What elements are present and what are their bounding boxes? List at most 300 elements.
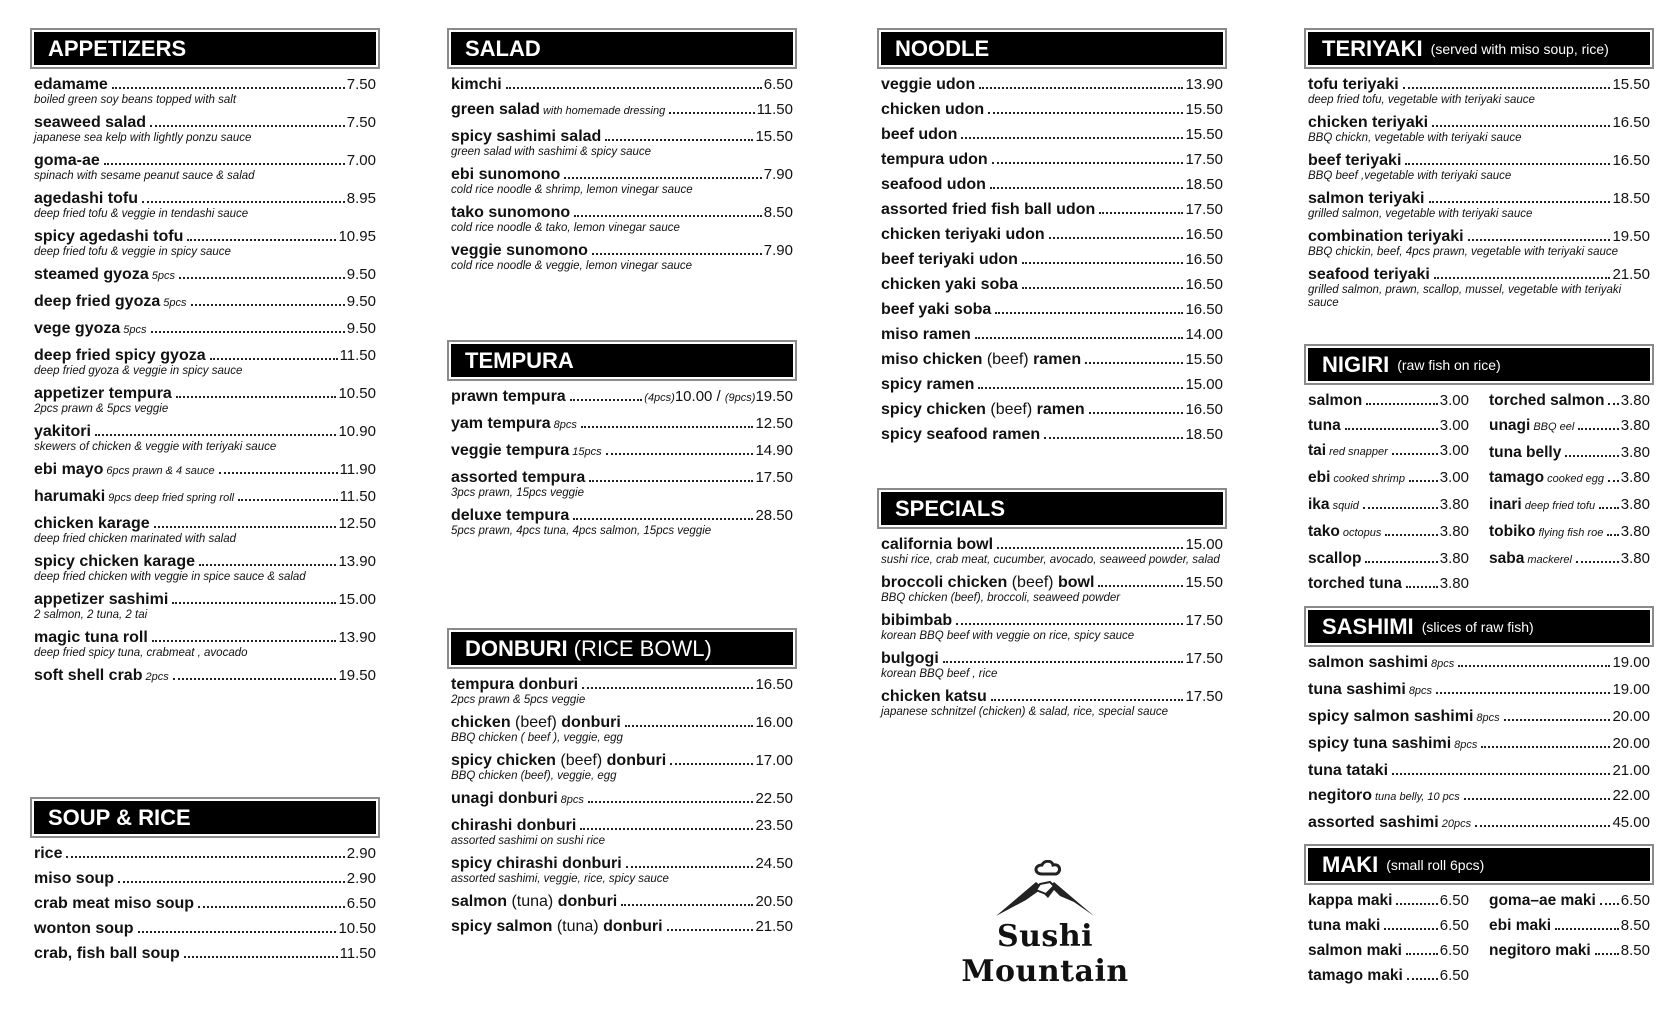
item-name-text: salmon teriyaki <box>1308 190 1425 207</box>
item-description: deep fried tofu & veggie in spicy sauce <box>34 246 231 258</box>
menu-item-line <box>881 100 1223 119</box>
menu-item <box>1489 468 1650 489</box>
menu-item <box>1308 734 1650 755</box>
item-name <box>1308 522 1340 541</box>
item-price <box>1185 300 1223 319</box>
item-name-text: tamago <box>1489 469 1545 486</box>
dot-leader <box>606 453 754 455</box>
item-name <box>1308 151 1401 170</box>
menu-item-line <box>881 175 1223 194</box>
menu-item <box>34 422 376 454</box>
item-name-text: inari <box>1489 496 1522 513</box>
item-price <box>1440 495 1469 514</box>
dot-leader <box>1403 87 1611 89</box>
menu-item <box>1308 265 1650 310</box>
item-price <box>1612 813 1650 832</box>
item-name-text: miso soup <box>34 870 115 887</box>
price-value: 16.50 <box>1185 276 1223 293</box>
item-name-text: edamame <box>34 76 108 93</box>
item-name <box>1308 265 1430 284</box>
dot-leader <box>1345 428 1438 430</box>
price-value: 24.50 <box>755 855 793 872</box>
menu-item-line <box>34 227 376 246</box>
item-name <box>1489 941 1591 960</box>
price-value: 8.50 <box>763 204 793 221</box>
dot-leader <box>580 828 753 830</box>
dot-leader <box>943 661 1184 663</box>
dot-leader <box>1405 163 1610 165</box>
price-value: 3.80 <box>1620 444 1650 461</box>
item-price <box>340 487 376 506</box>
item-note: BBQ eel <box>1533 421 1575 433</box>
price-value: 15.50 <box>1185 351 1223 368</box>
menu-item <box>881 535 1223 567</box>
dot-leader <box>574 215 762 217</box>
section-header <box>451 632 793 665</box>
item-price <box>644 387 793 408</box>
menu-item <box>451 165 793 197</box>
item-price <box>1440 468 1469 487</box>
two-column-list <box>1308 891 1650 991</box>
menu-item-line <box>1308 966 1469 985</box>
section-header <box>881 32 1223 65</box>
item-name-text: assorted tempura <box>451 469 586 486</box>
price-value: 21.00 <box>1612 762 1650 779</box>
item-price <box>755 917 793 936</box>
dot-leader <box>1578 428 1618 430</box>
item-name-text: tuna belly <box>1489 444 1562 461</box>
menu-list <box>451 75 793 273</box>
item-name <box>881 425 1040 444</box>
dot-leader <box>979 87 1183 89</box>
section-subtitle: (raw fish on rice) <box>1397 356 1501 373</box>
menu-item-line <box>34 869 376 888</box>
item-name-option: (beef) <box>510 714 562 731</box>
price-value: 7.00 <box>346 152 376 169</box>
menu-item <box>34 514 376 546</box>
section-subtitle: (small roll 6pcs) <box>1386 856 1485 873</box>
menu-item-line <box>451 892 793 911</box>
item-price <box>1185 573 1223 592</box>
menu-item <box>881 75 1223 94</box>
price-value: 28.50 <box>755 507 793 524</box>
menu-item-line <box>451 751 793 770</box>
item-name-text: tai <box>1308 442 1327 459</box>
menu-item-line <box>34 844 376 863</box>
section-header <box>34 801 376 834</box>
price-value: 17.50 <box>1185 688 1223 705</box>
item-price <box>338 514 376 533</box>
dot-leader <box>142 201 345 203</box>
dot-leader <box>1595 953 1619 955</box>
item-price <box>338 227 376 246</box>
item-description: japanese schnitzel (chicken) & salad, rice, special sauce <box>881 706 1169 718</box>
menu-item-line <box>1308 786 1650 807</box>
menu-item <box>881 425 1223 444</box>
item-name <box>451 100 540 119</box>
item-name-text: vege gyoza <box>34 320 121 337</box>
price-value: 10.50 <box>338 385 376 402</box>
dot-leader <box>1599 507 1619 509</box>
item-name-text: assorted fried fish ball udon <box>881 201 1096 218</box>
menu-list <box>1308 75 1650 310</box>
price-value: 9.50 <box>346 320 376 337</box>
price-value: 17.00 <box>755 752 793 769</box>
item-description: japanese sea kelp with lightly ponzu sauce <box>34 132 252 144</box>
item-name-text: yam tempura <box>451 415 551 432</box>
item-price <box>1612 761 1650 780</box>
item-price <box>1612 786 1650 805</box>
price-value: 3.00 <box>1439 392 1469 409</box>
dot-leader <box>1098 585 1183 587</box>
tempura-section <box>451 344 793 544</box>
item-name <box>1308 189 1425 208</box>
item-note: 8pcs <box>1476 712 1500 724</box>
item-note: tuna belly, 10 pcs <box>1375 791 1460 803</box>
item-price <box>1612 707 1650 726</box>
menu-item <box>1308 151 1650 183</box>
price-value: 6.50 <box>1620 892 1650 909</box>
item-description: deep fried tofu & veggie in tendashi sauce <box>34 208 249 220</box>
menu-item-line <box>451 816 793 835</box>
menu-item-line <box>451 203 793 222</box>
menu-item-line <box>881 75 1223 94</box>
item-name-text: salmon sashimi <box>1308 654 1429 671</box>
item-name-text: tuna maki <box>1308 917 1381 934</box>
menu-item <box>451 789 793 810</box>
menu-item-line <box>1308 265 1650 284</box>
menu-item-line <box>1489 941 1650 960</box>
item-description: deep fried chicken marinated with salad <box>34 533 237 545</box>
menu-item-line <box>881 350 1223 369</box>
item-name-text: torched tuna <box>1308 575 1402 592</box>
dot-leader <box>1407 978 1438 980</box>
menu-item-line <box>34 514 376 533</box>
item-price <box>755 854 793 873</box>
dot-leader <box>198 906 345 908</box>
item-price <box>1612 189 1650 208</box>
dot-leader <box>1022 287 1183 289</box>
two-column-list <box>1308 391 1650 599</box>
menu-item-line <box>881 125 1223 144</box>
teriyaki-section <box>1308 32 1650 316</box>
item-price <box>1440 549 1469 568</box>
item-name-text: tempura donburi <box>451 676 579 693</box>
item-price <box>1185 687 1223 706</box>
menu-list-left <box>1308 891 1469 991</box>
price-value: 11.50 <box>339 488 376 505</box>
item-name <box>34 319 120 338</box>
dot-leader <box>1385 534 1437 536</box>
item-name-text: beef teriyaki <box>1308 152 1402 169</box>
item-price <box>338 666 376 685</box>
dot-leader <box>1608 480 1619 482</box>
price-value: 3.80 <box>1620 469 1650 486</box>
menu-item-line <box>451 675 793 694</box>
menu-item <box>34 113 376 145</box>
item-name-text: chicken yaki soba <box>881 276 1018 293</box>
menu-item <box>881 350 1223 369</box>
item-name <box>881 225 1045 244</box>
menu-item-line <box>1308 151 1650 170</box>
menu-list-right <box>1489 891 1650 991</box>
section-title: SOUP & RICE <box>48 804 191 830</box>
item-price <box>1185 350 1223 369</box>
item-name <box>34 189 138 208</box>
dot-leader <box>1022 262 1184 264</box>
item-price <box>347 894 376 913</box>
menu-item-line <box>451 713 793 732</box>
item-price <box>347 151 376 170</box>
menu-item-line <box>34 113 376 132</box>
item-price <box>1185 225 1223 244</box>
item-price <box>1185 325 1223 344</box>
item-price <box>1185 175 1223 194</box>
item-name-text: combination teriyaki <box>1308 228 1464 245</box>
item-price <box>347 189 376 208</box>
menu-item <box>1308 113 1650 145</box>
item-price <box>338 552 376 571</box>
dot-leader <box>992 162 1184 164</box>
menu-item <box>881 573 1223 605</box>
item-name-text: spicy chicken <box>881 401 986 418</box>
item-name <box>34 844 62 863</box>
price-value: 12.50 <box>755 415 793 432</box>
item-price <box>1185 649 1223 668</box>
item-name-option: (beef) <box>982 351 1034 368</box>
menu-item <box>1489 495 1650 516</box>
price-value: 3.80 <box>1439 496 1469 513</box>
price-value: 6.50 <box>1439 892 1469 909</box>
dot-leader <box>173 678 337 680</box>
item-name-text: spicy ramen <box>881 376 975 393</box>
item-name-text: spicy tuna sashimi <box>1308 735 1452 752</box>
item-name <box>881 573 1094 592</box>
menu-item <box>881 250 1223 269</box>
item-price <box>1185 375 1223 394</box>
item-name <box>881 375 974 394</box>
price-value: 8.95 <box>346 190 376 207</box>
price-value: 3.80 <box>1620 496 1650 513</box>
item-price <box>1621 941 1650 960</box>
menu-item <box>451 441 793 462</box>
item-price <box>1621 416 1650 435</box>
item-name <box>451 165 560 184</box>
item-name-text: spicy sashimi salad <box>451 128 602 145</box>
menu-item <box>451 100 793 121</box>
menu-item <box>1308 966 1469 985</box>
menu-item <box>881 100 1223 119</box>
item-name-text: chicken <box>451 714 511 731</box>
item-name-text: ebi mayo <box>34 461 104 478</box>
item-name-text: tempura udon <box>881 151 988 168</box>
item-name-text: rice <box>34 845 63 862</box>
price-value: 16.50 <box>1185 301 1223 318</box>
item-name-text: crab meat miso soup <box>34 895 195 912</box>
menu-item-line <box>881 300 1223 319</box>
price-value: 19.50 <box>1612 228 1650 245</box>
item-name <box>451 75 502 94</box>
price-value: 16.50 <box>1612 114 1650 131</box>
donburi-section <box>451 632 793 942</box>
item-name <box>451 241 588 260</box>
menu-item-line <box>881 225 1223 244</box>
price-value: 6.50 <box>1439 967 1469 984</box>
item-name <box>34 894 194 913</box>
item-name <box>881 611 952 630</box>
item-name <box>451 203 570 222</box>
price-value: 3.00 <box>1439 469 1469 486</box>
item-note: 20pcs <box>1441 818 1472 830</box>
price-value: 15.00 <box>338 591 376 608</box>
item-name-text: chirashi donburi <box>451 817 577 834</box>
menu-item <box>881 175 1223 194</box>
item-name-text: spicy agedashi tofu <box>34 228 184 245</box>
menu-item-line <box>1308 941 1469 960</box>
item-name <box>34 869 114 888</box>
price-value: 17.50 <box>1185 151 1223 168</box>
item-price <box>755 816 793 835</box>
item-name-text: tuna sashimi <box>1308 681 1406 698</box>
item-price <box>1440 916 1469 935</box>
menu-item <box>451 713 793 745</box>
item-note: 8pcs <box>560 794 584 806</box>
item-name <box>881 200 1095 219</box>
price-value: 16.00 <box>755 714 793 731</box>
item-name-text: salmon <box>451 893 508 910</box>
dot-leader <box>1464 798 1611 800</box>
item-name-suffix: donburi <box>603 918 663 935</box>
item-name-text: crab, fish ball soup <box>34 945 180 962</box>
item-price <box>1440 891 1469 910</box>
item-price <box>1621 391 1650 410</box>
menu-item <box>881 687 1223 719</box>
menu-item <box>1308 189 1650 221</box>
item-name-text: seafood teriyaki <box>1308 266 1430 283</box>
dot-leader <box>1365 561 1437 563</box>
menu-item-line <box>1308 441 1469 462</box>
price-value: 15.00 <box>1185 376 1223 393</box>
dot-leader <box>95 434 337 436</box>
item-description: BBQ chicken ( beef ), veggie, egg <box>451 732 623 744</box>
item-name <box>1489 549 1524 568</box>
item-price <box>755 675 793 694</box>
item-name-text: negitoro <box>1308 787 1372 804</box>
item-name <box>1308 813 1439 832</box>
item-price <box>1440 966 1469 985</box>
price-value: 17.50 <box>1185 612 1223 629</box>
menu-item <box>1308 653 1650 674</box>
item-note: 5pcs <box>163 297 187 309</box>
dot-leader <box>1429 201 1611 203</box>
menu-item-line <box>1489 522 1650 543</box>
menu-item <box>451 917 793 936</box>
price-value: 19.00 <box>1612 654 1650 671</box>
menu-item <box>34 460 376 481</box>
item-price <box>347 292 376 311</box>
menu-item <box>881 400 1223 419</box>
dot-leader <box>1608 403 1618 405</box>
item-price <box>1440 574 1469 593</box>
price-value: 14.90 <box>755 442 793 459</box>
price-value: 10.90 <box>338 423 376 440</box>
menu-item <box>451 816 793 848</box>
menu-item-line <box>1489 891 1650 910</box>
item-description: BBQ chicken (beef), broccoli, seaweed powder <box>881 592 1121 604</box>
item-description: boiled green soy beans topped with salt <box>34 94 237 106</box>
price-value: 18.50 <box>1612 190 1650 207</box>
menu-item <box>34 944 376 963</box>
item-note: with homemade dressing <box>542 105 666 117</box>
section-header <box>881 492 1223 525</box>
item-note: deep fried tofu <box>1524 500 1596 512</box>
dot-leader <box>581 426 754 428</box>
item-name-suffix: ramen <box>1036 401 1085 418</box>
dot-leader <box>1396 903 1437 905</box>
menu-item-line <box>1308 813 1650 834</box>
section-subtitle: (slices of raw fish) <box>1421 618 1534 635</box>
section-title: DONBURI <box>465 635 568 661</box>
item-price <box>1621 468 1650 487</box>
item-name-text: tako <box>1308 523 1340 540</box>
price-value: 3.00 <box>1439 442 1469 459</box>
item-name <box>34 919 134 938</box>
dot-leader <box>1409 480 1438 482</box>
menu-item <box>1308 468 1469 489</box>
menu-item-line <box>1308 734 1650 755</box>
price-value: 15.50 <box>1185 101 1223 118</box>
menu-item <box>1308 574 1469 593</box>
item-name-option: (beef) <box>1007 574 1058 591</box>
item-name-text: spicy salmon <box>451 918 553 935</box>
item-description: deep fried gyoza & veggie in spicy sauce <box>34 365 243 377</box>
item-name <box>1489 468 1544 487</box>
menu-item <box>881 611 1223 643</box>
item-name-text: spicy chicken <box>451 752 556 769</box>
item-name <box>881 400 1085 419</box>
item-price <box>1440 416 1469 435</box>
dot-leader <box>66 856 344 858</box>
item-price <box>1185 535 1223 554</box>
item-price <box>1612 653 1650 672</box>
item-price <box>347 265 376 284</box>
menu-list-right <box>1489 391 1650 599</box>
menu-item-line <box>1308 680 1650 701</box>
menu-item-line <box>34 590 376 609</box>
item-price <box>347 319 376 338</box>
price-value: 16.50 <box>1185 251 1223 268</box>
item-name <box>881 325 971 344</box>
dot-leader <box>978 387 1183 389</box>
price-value: 17.50 <box>755 469 793 486</box>
price-value: 18.50 <box>1185 176 1223 193</box>
price-value: 16.50 <box>755 676 793 693</box>
price-value: 3.00 <box>1439 417 1469 434</box>
section-title: MAKI <box>1322 851 1379 877</box>
item-name <box>34 460 103 479</box>
price-value: 20.50 <box>755 893 793 910</box>
menu-item-line <box>1489 495 1650 516</box>
item-name <box>881 175 986 194</box>
menu-item <box>881 150 1223 169</box>
menu-item <box>34 628 376 660</box>
item-note: 8pcs <box>1408 685 1433 697</box>
item-name-text: chicken karage <box>34 515 150 532</box>
menu-list <box>881 535 1223 719</box>
item-name <box>451 506 569 525</box>
item-name <box>34 227 183 246</box>
price-value: 10.00 / <box>674 388 725 405</box>
